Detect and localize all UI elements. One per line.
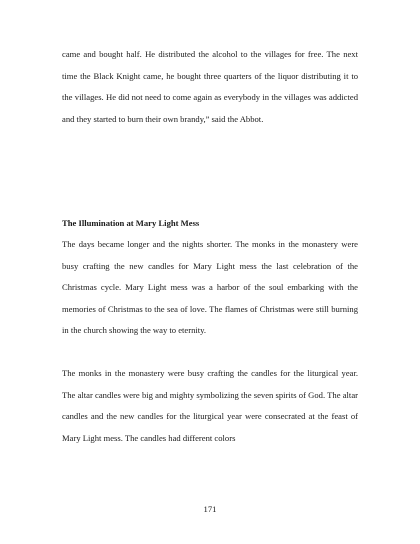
paragraph-continuation: came and bought half. He distributed the alcohol to the villages for free. The next time the Black Knight came, he bought three quarters of the liquor distributing it to the villages. He did not need to come again as everybody in the villages was addicted and they started to burn their own brandy,” said the Abbot. xyxy=(62,49,358,124)
section-heading: The Illumination at Mary Light Mess xyxy=(62,218,200,228)
page-number: 171 xyxy=(203,504,217,514)
paragraph-candles: The monks in the monastery were busy crafting the candles for the liturgical year. The altar candles were big and mighty symbolizing the seven spirits of God. The altar candles and the new candles for the liturgical year were consecrated at the feast of Mary Light mess. The candles had different colors xyxy=(62,368,358,443)
paragraph-intro: The days became longer and the nights shorter. The monks in the monastery were busy crafting the new candles for Mary Light mess the last celebration of the Christmas cycle. Mary Light mess was a harbor of the soul embarking with the memories of Christmas to the sea of love. The flames of Christmas were still burning in the church showing the way to eternity. xyxy=(62,239,358,336)
